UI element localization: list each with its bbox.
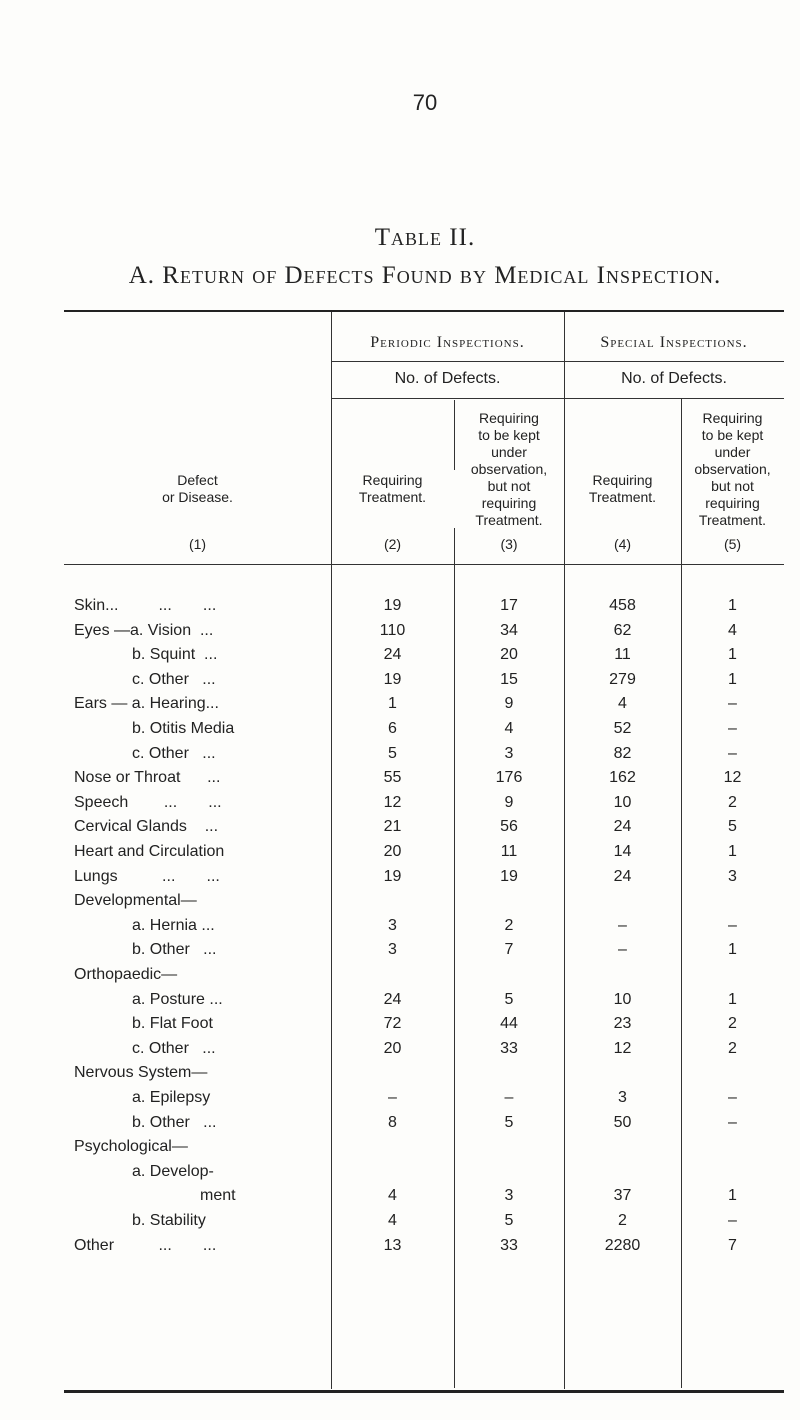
header-rule — [64, 564, 784, 565]
header-line: requiring — [481, 495, 537, 511]
row-value-c2: 3 — [388, 916, 397, 934]
row-value-c4: 11 — [614, 646, 631, 664]
row-value-c2: 20 — [383, 843, 402, 860]
table-row — [64, 792, 784, 814]
row-value-c3: – — [504, 1089, 514, 1106]
row-value-c3: 56 — [500, 818, 518, 836]
row-label: Nose or Throat ... — [74, 769, 221, 787]
table-row — [64, 1235, 784, 1257]
table-row — [64, 693, 784, 715]
table-row — [64, 767, 784, 789]
row-value-c2: 12 — [383, 793, 402, 811]
row-value-c5: – — [728, 744, 737, 762]
row-value-c4: 37 — [613, 1187, 632, 1205]
header-line: Requiring — [362, 472, 423, 488]
row-value-c3: 3 — [504, 1187, 514, 1205]
row-value-c2: 4 — [388, 1187, 397, 1205]
header-line: requiring — [705, 495, 760, 511]
table-row — [64, 1013, 784, 1035]
table-row — [64, 866, 784, 888]
header-line: Requiring — [592, 472, 653, 488]
row-label: b. Squint ... — [132, 646, 218, 664]
table-row — [64, 1210, 784, 1232]
row-value-c3: 11 — [500, 843, 518, 860]
row-value-c3: 20 — [500, 646, 518, 664]
row-value-c4: 50 — [613, 1113, 632, 1131]
row-value-c3: 7 — [504, 941, 514, 959]
row-value-c4: 52 — [613, 720, 632, 737]
row-label: Developmental— — [74, 892, 197, 910]
row-value-c4: 3 — [618, 1089, 627, 1106]
row-value-c5: 2 — [728, 1015, 737, 1033]
row-value-c2: 19 — [383, 597, 402, 614]
row-label: Other ... ... — [74, 1236, 217, 1254]
row-value-c2: – — [388, 1089, 397, 1106]
row-value-c5: 2 — [728, 793, 737, 811]
row-value-c2: 4 — [388, 1212, 397, 1229]
row-value-c2: 6 — [388, 720, 397, 737]
row-value-c3: 9 — [504, 695, 514, 713]
table-row — [64, 841, 784, 863]
row-value-c5: 3 — [728, 867, 737, 885]
row-label: Speech ... ... — [74, 793, 222, 811]
row-value-c2: 8 — [388, 1113, 397, 1131]
periodic-inspections-header: Periodic Inspections. — [370, 334, 525, 351]
row-value-c5: – — [728, 720, 737, 737]
header-line: or Disease. — [162, 489, 233, 505]
row-value-c5: – — [728, 1113, 737, 1131]
table-row — [64, 915, 784, 937]
row-label: a. Hernia ... — [132, 916, 215, 934]
section-title: A. Return of Defects Found by Medical Inspection. — [128, 262, 722, 289]
row-value-c5: – — [728, 1212, 737, 1229]
row-label: a. Develop- — [132, 1162, 214, 1180]
header-rule — [331, 398, 784, 399]
table-title: Table II. — [374, 224, 476, 251]
header-line: to be kept — [478, 427, 540, 443]
table-row — [64, 816, 784, 838]
row-value-c3: 2 — [504, 916, 514, 934]
column-number: (5) — [723, 536, 742, 552]
row-value-c5: 4 — [728, 621, 737, 639]
row-label: b. Other ... — [132, 941, 217, 959]
row-label: Skin... ... ... — [74, 597, 217, 614]
row-value-c2: 19 — [383, 867, 402, 885]
table-row — [64, 890, 784, 912]
row-label: a. Posture ... — [132, 990, 223, 1008]
column-number: (3) — [500, 536, 518, 552]
table-row — [64, 743, 784, 765]
row-value-c5: – — [728, 916, 737, 934]
row-label: c. Other ... — [132, 670, 216, 688]
table-row — [64, 1112, 784, 1134]
row-value-c4: – — [618, 941, 627, 959]
table-row — [64, 1161, 784, 1183]
table-row — [64, 939, 784, 961]
table-row — [64, 595, 784, 617]
row-value-c2: 19 — [383, 670, 402, 688]
header-line: under — [491, 444, 527, 460]
row-label: Cervical Glands ... — [74, 818, 219, 836]
row-label: b. Other ... — [132, 1113, 217, 1131]
row-value-c3: 44 — [500, 1015, 518, 1033]
row-label: a. Epilepsy — [132, 1089, 211, 1106]
table-row — [64, 964, 784, 986]
row-value-c2: 24 — [383, 990, 402, 1008]
row-value-c3: 9 — [504, 793, 514, 811]
header-rule — [331, 361, 784, 362]
special-observation-header — [681, 410, 784, 529]
row-value-c4: 10 — [613, 990, 632, 1008]
special-inspections-header: Special Inspections. — [600, 334, 748, 351]
row-value-c4: – — [618, 916, 627, 934]
row-value-c3: 5 — [504, 1113, 514, 1131]
row-value-c4: 458 — [609, 597, 636, 614]
row-value-c4: 10 — [613, 793, 632, 811]
row-value-c5: 1 — [728, 670, 737, 688]
table-row — [64, 669, 784, 691]
row-label: Orthopaedic— — [74, 966, 178, 983]
header-line: observation, — [470, 461, 548, 477]
header-line: but not — [711, 478, 754, 494]
table-row — [64, 989, 784, 1011]
row-value-c2: 13 — [383, 1236, 402, 1254]
row-value-c2: 55 — [383, 769, 402, 787]
row-value-c3: 3 — [504, 744, 514, 762]
row-value-c5: 12 — [723, 769, 742, 787]
header-line: Defect — [177, 472, 218, 488]
row-value-c5: 7 — [728, 1236, 737, 1254]
row-value-c4: 14 — [613, 843, 632, 860]
row-value-c3: 5 — [504, 990, 514, 1008]
row-value-c3: 34 — [500, 621, 518, 639]
row-label: c. Other ... — [132, 744, 216, 762]
row-value-c4: 24 — [613, 818, 632, 836]
header-line: but not — [487, 478, 531, 494]
row-value-c5: 1 — [728, 597, 737, 614]
row-value-c4: 62 — [613, 621, 632, 639]
row-value-c4: 82 — [613, 744, 632, 762]
table-row — [64, 1185, 784, 1207]
column-number: (4) — [613, 536, 632, 552]
header-line: under — [714, 444, 751, 460]
periodic-observation-header — [454, 410, 564, 529]
row-value-c4: 24 — [613, 867, 632, 885]
row-label: b. Flat Foot — [132, 1015, 213, 1033]
row-label: b. Otitis Media — [132, 720, 235, 737]
row-label: b. Stability — [132, 1212, 206, 1229]
row-value-c2: 24 — [383, 646, 402, 664]
periodic-no-of-defects: No. of Defects. — [394, 370, 501, 387]
row-value-c2: 110 — [379, 621, 406, 639]
row-value-c5: – — [728, 695, 737, 713]
row-value-c5: 1 — [728, 990, 737, 1008]
row-value-c5: 1 — [728, 941, 737, 959]
row-value-c3: 5 — [504, 1212, 514, 1229]
row-value-c3: 33 — [500, 1039, 518, 1057]
table-row — [64, 1136, 784, 1158]
row-value-c4: 2280 — [604, 1236, 641, 1254]
header-line: Treatment. — [588, 489, 657, 505]
table-row — [64, 1038, 784, 1060]
row-label: Psychological— — [74, 1138, 188, 1156]
row-value-c3: 33 — [500, 1236, 518, 1254]
row-value-c3: 19 — [500, 867, 518, 885]
row-value-c5: – — [728, 1089, 737, 1106]
row-value-c5: 5 — [728, 818, 737, 836]
table-row — [64, 1087, 784, 1109]
header-line: Treatment. — [698, 512, 767, 528]
row-value-c3: 176 — [495, 769, 523, 787]
column-number: (1) — [188, 536, 207, 552]
table-row — [64, 1062, 784, 1084]
special-treatment-header — [564, 472, 681, 506]
row-value-c2: 72 — [383, 1015, 402, 1033]
row-value-c4: 12 — [613, 1039, 632, 1057]
row-label: c. Other ... — [132, 1039, 216, 1057]
table-row — [64, 644, 784, 666]
row-value-c4: 162 — [609, 769, 636, 787]
row-value-c2: 21 — [383, 818, 402, 836]
header-line: Requiring — [702, 410, 763, 426]
row-value-c2: 20 — [383, 1039, 402, 1057]
row-value-c4: 2 — [618, 1212, 627, 1229]
periodic-treatment-header — [331, 472, 454, 506]
table-row — [64, 718, 784, 740]
header-line: to be kept — [701, 427, 764, 443]
row-value-c3: 17 — [500, 597, 518, 614]
defect-column-header — [64, 472, 331, 506]
row-label: Ears — a. Hearing... — [74, 695, 219, 713]
header-line: observation, — [694, 461, 771, 477]
header-line: Requiring — [479, 410, 539, 426]
row-value-c5: 1 — [728, 843, 737, 860]
row-label: Eyes —a. Vision ... — [74, 621, 214, 639]
row-value-c5: 2 — [728, 1039, 737, 1057]
row-value-c2: 3 — [388, 941, 397, 959]
row-value-c4: 4 — [618, 695, 627, 713]
row-value-c4: 279 — [609, 670, 636, 688]
row-label: ment — [200, 1187, 236, 1205]
row-label: Nervous System— — [74, 1064, 208, 1082]
page-number: 70 — [412, 90, 438, 115]
header-line: Treatment. — [358, 489, 427, 505]
row-value-c5: 1 — [728, 1187, 737, 1205]
table-row — [64, 620, 784, 642]
row-value-c2: 5 — [388, 744, 397, 762]
row-value-c5: 1 — [728, 646, 737, 664]
row-value-c4: 23 — [613, 1015, 632, 1033]
row-value-c2: 1 — [388, 695, 397, 713]
special-no-of-defects: No. of Defects. — [621, 370, 727, 387]
row-value-c3: 4 — [504, 720, 514, 737]
row-value-c3: 15 — [500, 670, 518, 688]
header-line: Treatment. — [475, 512, 543, 528]
row-label: Lungs ... ... — [74, 867, 220, 885]
column-number: (2) — [383, 536, 402, 552]
row-label: Heart and Circulation — [74, 843, 225, 860]
